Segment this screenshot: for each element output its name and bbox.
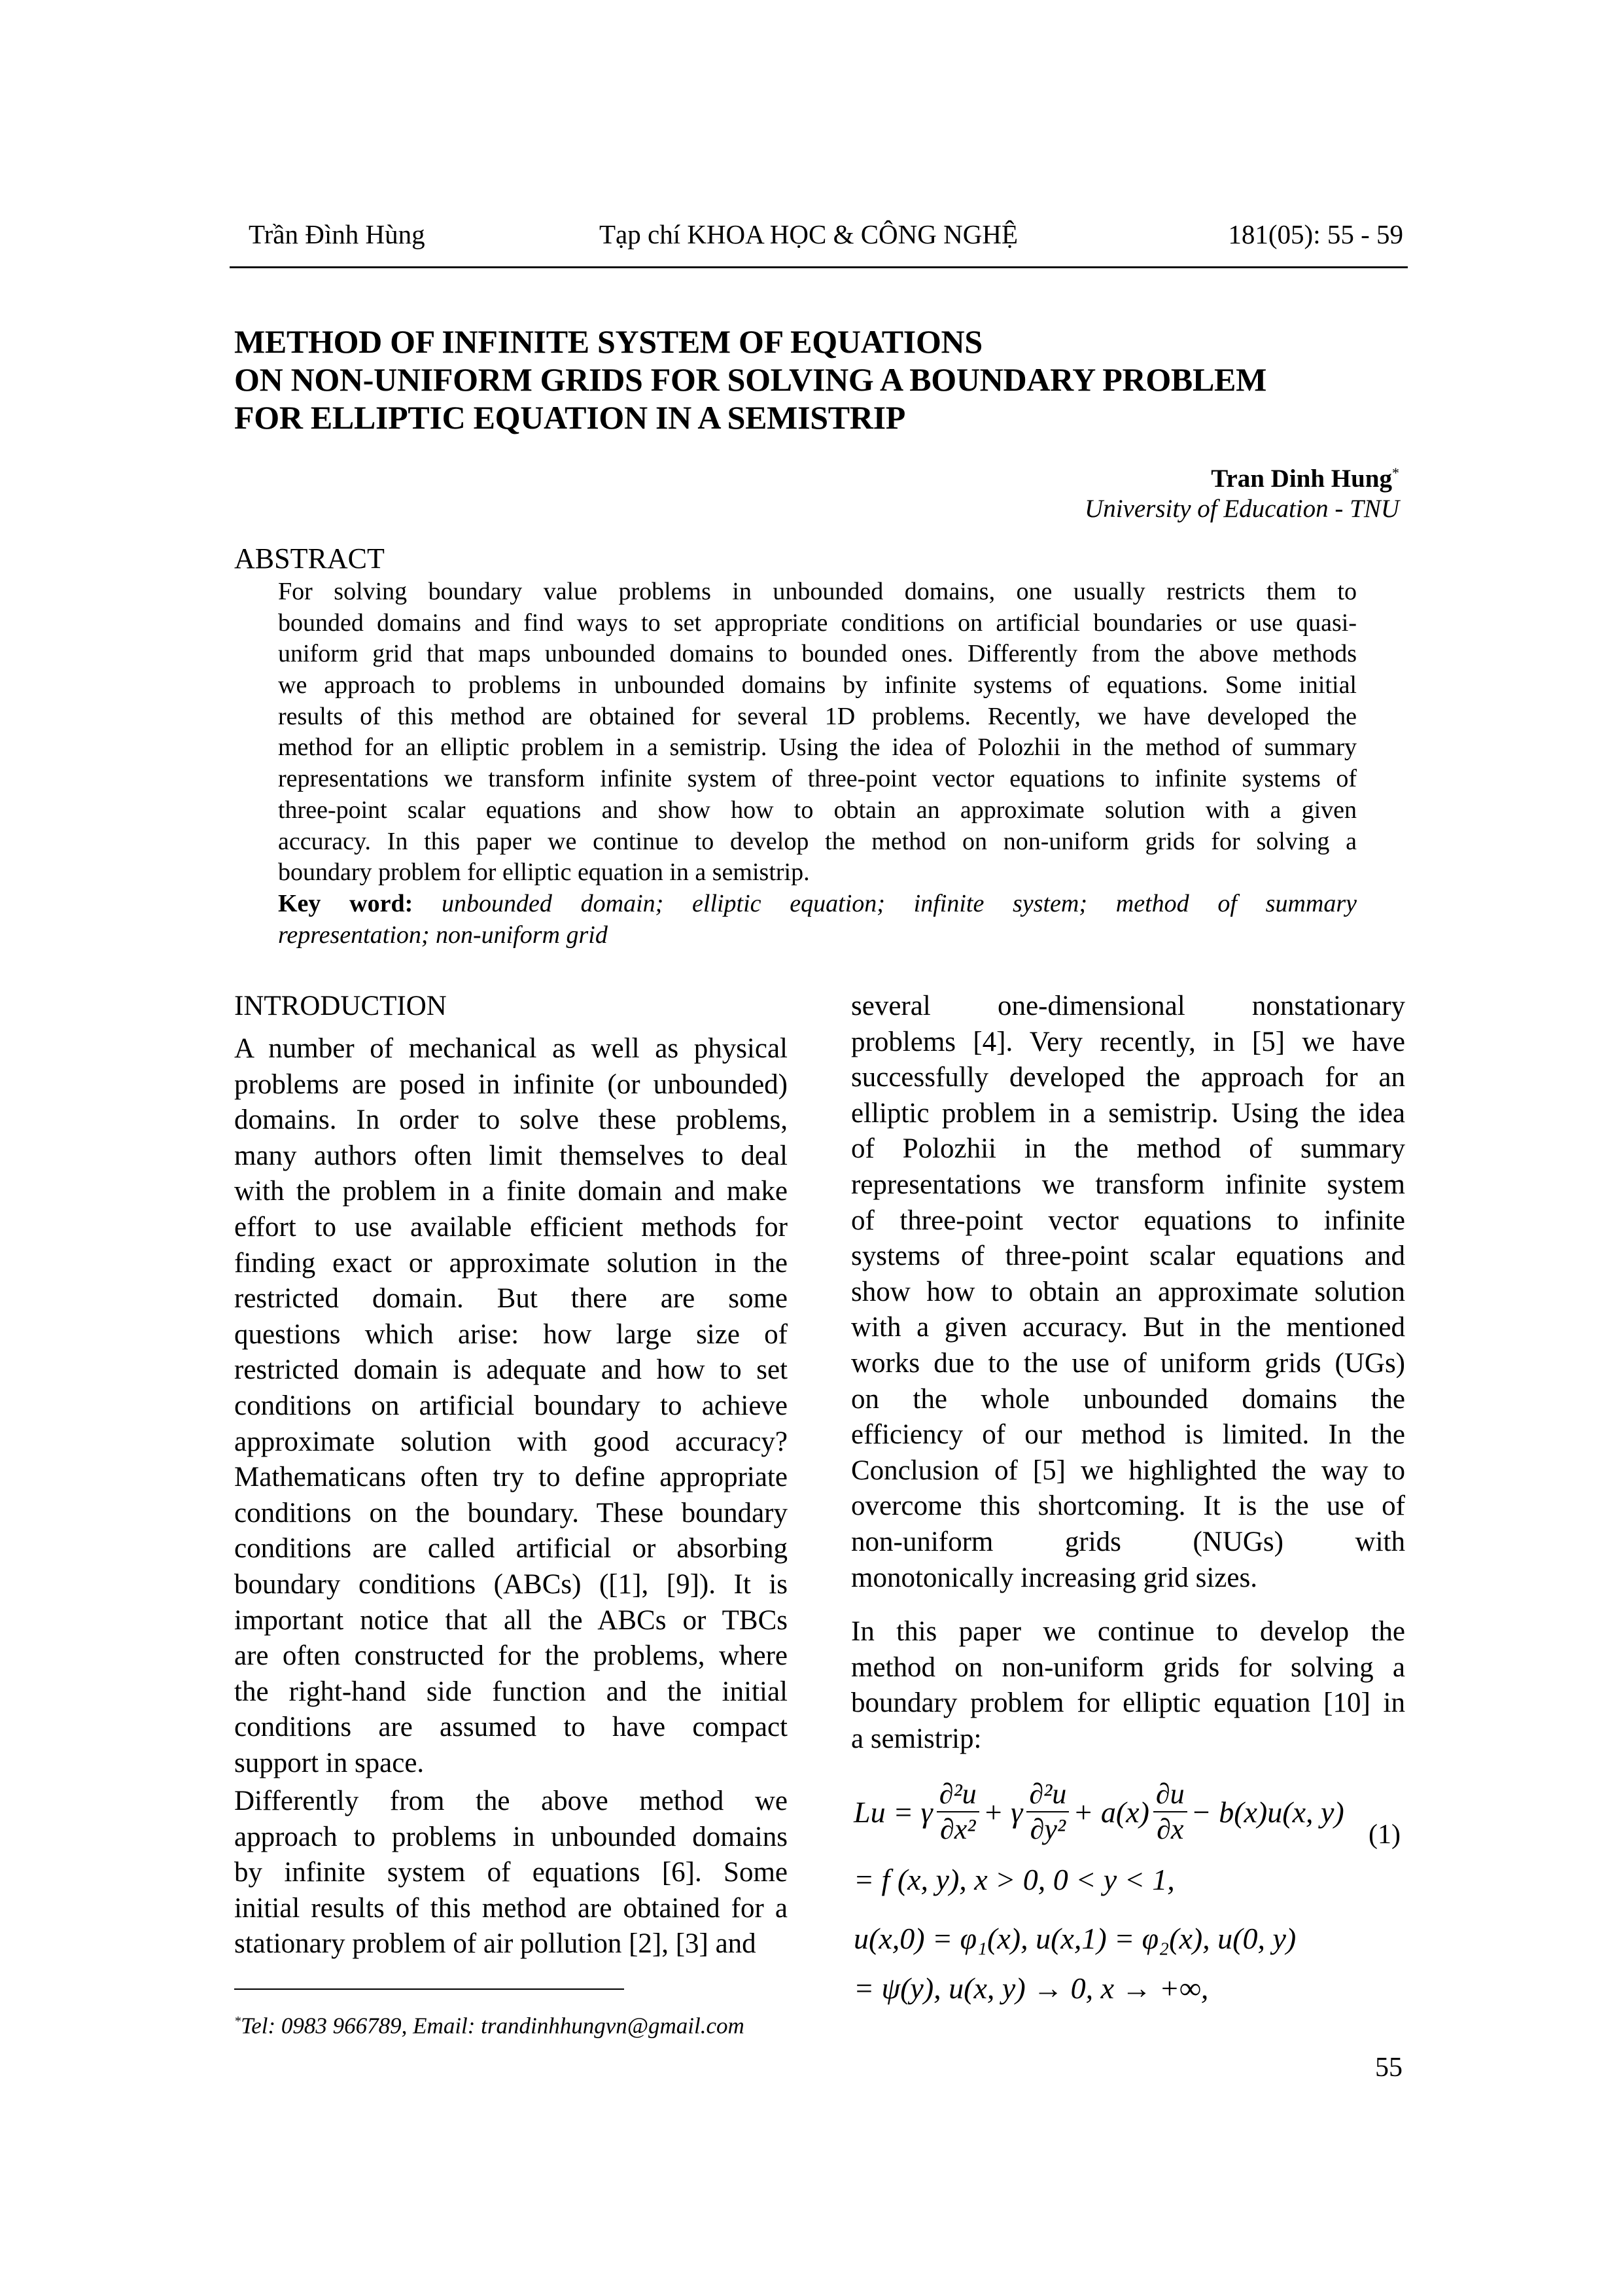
text-line: Mathematicans often try to define appropriate: [234, 1462, 788, 1493]
text-line: efficiency of our method is limited. In the: [851, 1419, 1405, 1451]
text-line: many authors often limit themselves to deal: [234, 1140, 788, 1171]
running-header-author: Trần Đình Hùng: [249, 219, 425, 249]
text-line: Differently from the above method we: [234, 1786, 788, 1816]
left-column-paragraph-2: [234, 1784, 788, 1962]
fraction: ∂u ∂x: [1153, 1777, 1187, 1846]
abstract-body: [278, 576, 1357, 951]
text-line: overcome this shortcoming. It is the use of: [851, 1491, 1405, 1522]
fraction: ∂²u ∂x²: [937, 1777, 979, 1846]
text-line: method on non-uniform grids for solving a: [851, 1651, 1405, 1683]
text-line: several one-dimensional nonstationary: [851, 991, 1405, 1021]
title-line: FOR ELLIPTIC EQUATION IN A SEMISTRIP: [234, 399, 905, 436]
keywords-line: [278, 889, 1357, 920]
text-line: approach to problems in unbounded domains: [234, 1821, 788, 1852]
text-line: boundary problem for elliptic equation in a semistrip.: [278, 858, 810, 887]
text-line: successfully developed the approach for an: [851, 1062, 1405, 1093]
text-line: questions which arise: how large size of: [234, 1318, 788, 1350]
header-rule: [230, 266, 1408, 268]
author-affiliation: University of Education - TNU: [1085, 495, 1399, 523]
text-line: problems [4]. Very recently, in [5] we have: [851, 1026, 1405, 1057]
text-line: initial results of this method are obtained for a: [234, 1892, 788, 1924]
text-line: For solving boundary value problems in unbounded domains, one usually restricts them to: [278, 578, 1357, 605]
text-line: the right-hand side function and the initial: [234, 1676, 788, 1707]
author-name: Tran Dinh Hung*: [1211, 465, 1399, 493]
text-line: method for an elliptic problem in a semistrip. Using the idea of Polozhii in the method of summary: [278, 733, 1357, 762]
text-line: are often constructed for the problems, where: [234, 1640, 788, 1672]
text-line: we approach to problems in unbounded domains by infinite systems of equations. Some initial: [278, 671, 1357, 699]
fraction: ∂²u ∂y²: [1026, 1777, 1069, 1846]
text-line: works due to the use of uniform grids (UGs): [851, 1347, 1405, 1379]
text-line: representations we transform infinite system: [851, 1169, 1405, 1200]
title-line: ON NON-UNIFORM GRIDS FOR SOLVING A BOUNDARY PROBLEM: [234, 361, 1266, 398]
text-line: boundary problem for elliptic equation [10] in: [851, 1687, 1405, 1719]
abstract-heading: ABSTRACT: [234, 542, 385, 574]
footnote-rule: [234, 1988, 624, 1990]
text-line: of three-point vector equations to infinite: [851, 1205, 1405, 1236]
text-line: problems are posed in infinite (or unbounded): [234, 1069, 788, 1100]
text-line: important notice that all the ABCs or TBCs: [234, 1604, 788, 1636]
text-line: elliptic problem in a semistrip. Using the idea: [851, 1097, 1405, 1129]
text-line: restricted domain. But there are some: [234, 1283, 788, 1315]
text-line: effort to use available efficient methods for: [234, 1211, 788, 1243]
text-line: conditions on artificial boundary to achieve: [234, 1390, 788, 1421]
text-line: boundary conditions (ABCs) ([1], [9]). It is: [234, 1568, 788, 1600]
text-line: with a given accuracy. But in the mentioned: [851, 1312, 1405, 1343]
keywords-line: representation; non-uniform grid: [278, 921, 608, 949]
text-line: monotonically increasing grid sizes.: [851, 1562, 1257, 1593]
equation-1-line-4: = ψ(y), u(x, y) → 0, x → +∞,: [854, 1971, 1209, 2005]
equation-1-line-3: u(x,0) = φ₁(x), u(x,1) = φ₂(x), u(0, y): [854, 1922, 1297, 1955]
text-line: uniform grid that maps unbounded domains to bounded ones. Differently from the above methods: [278, 640, 1357, 668]
text-line: In this paper we continue to develop the: [851, 1616, 1405, 1647]
text-line: by infinite system of equations [6]. Some: [234, 1857, 788, 1888]
text-line: show how to obtain an approximate solution: [851, 1276, 1405, 1307]
text-line: support in space.: [234, 1747, 425, 1778]
text-line: restricted domain is adequate and how to set: [234, 1354, 788, 1386]
running-header-issue: 181(05): 55 - 59: [1228, 219, 1403, 249]
paper-title: [234, 323, 1266, 436]
text-line: finding exact or approximate solution in the: [234, 1247, 788, 1279]
keywords: unbounded domain; elliptic equation; infinite system; method of summary: [442, 889, 1357, 917]
text-line: a semistrip:: [851, 1723, 982, 1754]
text-line: conditions on the boundary. These boundary: [234, 1497, 788, 1528]
footnote: *Tel: 0983 966789, Email: trandinhhungvn@gmail.com: [234, 2013, 744, 2039]
text-line: stationary problem of air pollution [2], [3] and: [234, 1928, 756, 1960]
text-line: non-uniform grids (NUGs) with: [851, 1526, 1405, 1557]
right-column-paragraph-1: [851, 989, 1405, 1596]
text-line: Conclusion of [5] we highlighted the way to: [851, 1455, 1405, 1486]
text-line: representations we transform infinite system of three-point vector equations to infinite systems of: [278, 765, 1357, 793]
text-line: results of this method are obtained for several 1D problems. Recently, we have developed the: [278, 702, 1357, 730]
left-column-paragraph-1: [234, 1031, 788, 1781]
text-line: of Polozhii in the method of summary: [851, 1133, 1405, 1165]
text-line: systems of three-point scalar equations and: [851, 1241, 1405, 1272]
text-line: domains. In order to solve these problems,: [234, 1104, 788, 1136]
introduction-heading: INTRODUCTION: [234, 991, 447, 1021]
text-line: with the problem in a finite domain and make: [234, 1176, 788, 1207]
equation-1-line-2: = f (x, y), x > 0, 0 < y < 1,: [854, 1863, 1175, 1896]
running-header-journal: Tạp chí KHOA HỌC & CÔNG NGHỆ: [599, 219, 1019, 249]
text-line: three-point scalar equations and show how to obtain an approximate solution with a given: [278, 796, 1357, 824]
keywords-label: Key word:: [278, 889, 413, 917]
text-line: bounded domains and find ways to set appropriate conditions on artificial boundaries or use quasi-: [278, 609, 1357, 637]
author-block: [1085, 458, 1399, 524]
text-line: A number of mechanical as well as physical: [234, 1033, 788, 1064]
right-column-paragraph-2: [851, 1614, 1405, 1757]
equation-number: (1): [1369, 1820, 1401, 1850]
text-line: on the whole unbounded domains the: [851, 1383, 1405, 1415]
equation-1-line-1: Lu = γ ∂²u ∂x² + γ ∂²u ∂y² + a(x) ∂u ∂x − b(x)u(x, y): [854, 1778, 1344, 1845]
text-line: approximate solution with good accuracy?: [234, 1426, 788, 1457]
text-line: conditions are called artificial or absorbing: [234, 1533, 788, 1564]
page-number: 55: [1375, 2053, 1403, 2083]
text-line: accuracy. In this paper we continue to develop the method on non-uniform grids for solving a: [278, 827, 1357, 855]
title-line: METHOD OF INFINITE SYSTEM OF EQUATIONS: [234, 323, 983, 360]
text-line: conditions are assumed to have compact: [234, 1712, 788, 1743]
